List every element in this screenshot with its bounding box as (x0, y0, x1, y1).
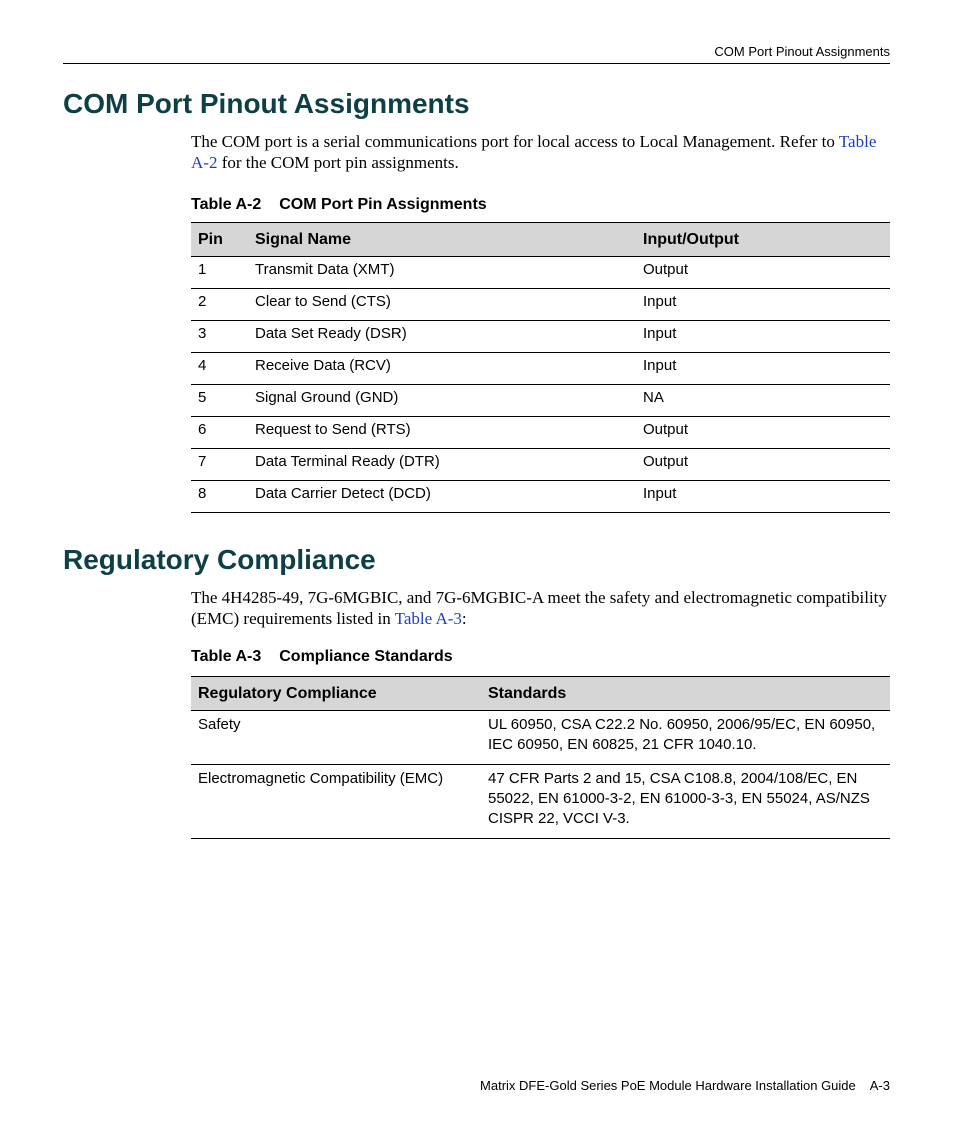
paragraph-text: for the COM port pin assignments. (217, 153, 459, 172)
regulatory-compliance-cell: Safety (191, 711, 481, 765)
table-label: Table A-2 (191, 196, 262, 213)
pin-cell: 5 (191, 385, 248, 417)
pin-cell: 7 (191, 449, 248, 481)
section-title-com-port: COM Port Pinout Assignments (63, 88, 470, 119)
signal-name-cell: Clear to Send (CTS) (248, 289, 636, 321)
table-title: Compliance Standards (279, 648, 453, 665)
column-header-input-output: Input/Output (636, 223, 890, 257)
signal-name-cell: Signal Ground (GND) (248, 385, 636, 417)
table-a2-link[interactable]: Table A-2 (191, 132, 877, 172)
input-output-cell: Output (636, 257, 890, 289)
input-output-cell: Input (636, 481, 890, 513)
page-number: A-3 (869, 1078, 890, 1093)
table-row (191, 321, 890, 353)
table-row (191, 257, 890, 289)
signal-name-cell: Data Terminal Ready (DTR) (248, 449, 636, 481)
column-header-signal-name: Signal Name (248, 223, 636, 257)
column-header-pin: Pin (191, 223, 248, 257)
regulatory-paragraph (191, 587, 891, 629)
table-a3-link[interactable]: Table A-3 (394, 609, 462, 628)
running-header: COM Port Pinout Assignments (714, 44, 890, 59)
pin-cell: 6 (191, 417, 248, 449)
input-output-cell: Input (636, 321, 890, 353)
column-header-regulatory-compliance: Regulatory Compliance (191, 677, 481, 711)
compliance-standards-table (191, 676, 890, 839)
pin-cell: 4 (191, 353, 248, 385)
table-a2-caption (191, 196, 487, 214)
paragraph-text: : (461, 609, 467, 628)
pin-cell: 8 (191, 481, 248, 513)
page-footer (480, 1078, 890, 1093)
input-output-cell: Input (636, 353, 890, 385)
standards-cell: 47 CFR Parts 2 and 15, CSA C108.8, 2004/108/EC, EN 55022, EN 61000-3-2, EN 61000-3-3, EN 55024, AS/NZS CISPR 22, VCCI V-3. (481, 765, 890, 839)
table-row (191, 385, 890, 417)
table-row (191, 711, 890, 765)
input-output-cell: Input (636, 289, 890, 321)
table-label: Table A-3 (191, 648, 262, 665)
pin-cell: 3 (191, 321, 248, 353)
com-port-pin-table (191, 222, 890, 513)
pin-cell: 2 (191, 289, 248, 321)
table-row (191, 449, 890, 481)
table-row (191, 289, 890, 321)
footer-guide-title: Matrix DFE-Gold Series PoE Module Hardware Installation Guide (480, 1078, 856, 1093)
header-rule (63, 63, 890, 64)
input-output-cell: Output (636, 417, 890, 449)
input-output-cell: Output (636, 449, 890, 481)
signal-name-cell: Request to Send (RTS) (248, 417, 636, 449)
paragraph-text: The COM port is a serial communications port for local access to Local Management. Refer to (191, 132, 839, 151)
signal-name-cell: Receive Data (RCV) (248, 353, 636, 385)
table-row (191, 353, 890, 385)
table-row (191, 417, 890, 449)
signal-name-cell: Transmit Data (XMT) (248, 257, 636, 289)
com-port-paragraph (191, 131, 891, 173)
paragraph-text: The 4H4285-49, 7G-6MGBIC, and 7G-6MGBIC-A meet the safety and electromagnetic compatibility (EMC) requirements listed in (191, 588, 887, 628)
column-header-standards: Standards (481, 677, 890, 711)
input-output-cell: NA (636, 385, 890, 417)
section-title-regulatory: Regulatory Compliance (63, 544, 376, 575)
pin-cell: 1 (191, 257, 248, 289)
regulatory-compliance-cell: Electromagnetic Compatibility (EMC) (191, 765, 481, 839)
table-row (191, 481, 890, 513)
table-row (191, 765, 890, 839)
signal-name-cell: Data Carrier Detect (DCD) (248, 481, 636, 513)
table-title: COM Port Pin Assignments (279, 196, 487, 213)
signal-name-cell: Data Set Ready (DSR) (248, 321, 636, 353)
table-header-row (191, 677, 890, 711)
table-a3-caption (191, 648, 453, 666)
table-header-row (191, 223, 890, 257)
standards-cell: UL 60950, CSA C22.2 No. 60950, 2006/95/EC, EN 60950, IEC 60950, EN 60825, 21 CFR 1040.10. (481, 711, 890, 765)
